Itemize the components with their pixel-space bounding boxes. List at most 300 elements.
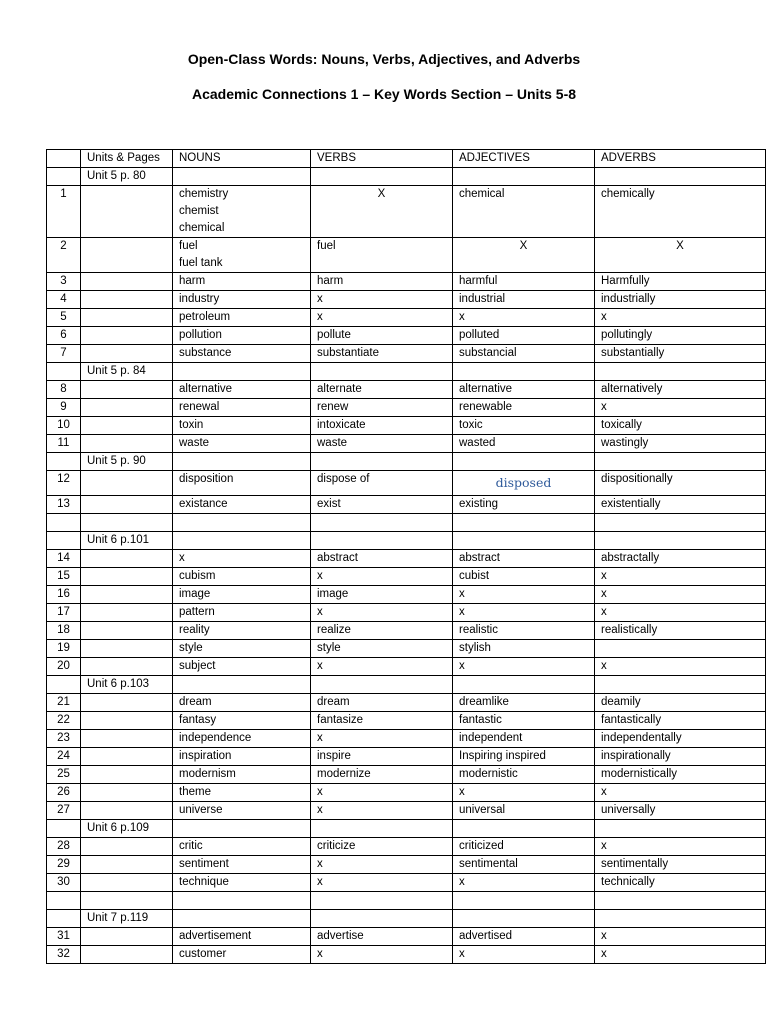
empty-cell xyxy=(81,514,173,532)
noun-text: customer xyxy=(179,948,227,960)
noun-text: disposition xyxy=(179,473,234,485)
empty-cell xyxy=(311,892,453,910)
table-row xyxy=(47,604,766,622)
adjective-cell: industrial xyxy=(453,291,595,309)
adjective-cell: Inspiring inspired xyxy=(453,748,595,766)
verb-cell: x xyxy=(311,309,453,327)
verb-cell: dispose of xyxy=(311,471,453,496)
noun-cell xyxy=(173,928,311,946)
header-cell-num xyxy=(47,150,81,168)
verb-cell: alternate xyxy=(311,381,453,399)
noun-cell xyxy=(173,640,311,658)
unit-label: Unit 6 p.103 xyxy=(81,676,173,694)
adverb-cell: fantastically xyxy=(595,712,766,730)
row-number: 8 xyxy=(47,381,81,399)
empty-cell xyxy=(81,435,173,453)
noun-text: critic xyxy=(179,840,203,852)
adjective-cell: X xyxy=(453,238,595,273)
adjective-cell: sentimental xyxy=(453,856,595,874)
row-number: 17 xyxy=(47,604,81,622)
row-number: 5 xyxy=(47,309,81,327)
table-row xyxy=(47,435,766,453)
empty-cell xyxy=(595,453,766,471)
empty-cell xyxy=(47,453,81,471)
empty-cell xyxy=(81,712,173,730)
empty-cell xyxy=(311,910,453,928)
spacer-row xyxy=(47,892,766,910)
noun-text: dream xyxy=(179,696,212,708)
empty-cell xyxy=(81,874,173,892)
verb-cell: x xyxy=(311,874,453,892)
empty-cell xyxy=(173,453,311,471)
noun-text: industry xyxy=(179,293,220,305)
table-row xyxy=(47,856,766,874)
adjective-cell: chemical xyxy=(453,186,595,238)
table-row xyxy=(47,496,766,514)
adverb-cell: x xyxy=(595,604,766,622)
empty-cell xyxy=(173,532,311,550)
adverb-cell: alternatively xyxy=(595,381,766,399)
adjective-cell: substancial xyxy=(453,345,595,363)
row-number: 6 xyxy=(47,327,81,345)
empty-cell xyxy=(47,168,81,186)
noun-text: modernism xyxy=(179,768,236,780)
row-number: 24 xyxy=(47,748,81,766)
empty-cell xyxy=(453,676,595,694)
empty-cell xyxy=(453,363,595,381)
table-row xyxy=(47,766,766,784)
verb-cell: x xyxy=(311,291,453,309)
noun-cell xyxy=(173,345,311,363)
adverb-cell: x xyxy=(595,658,766,676)
handwritten-adjective: disposed xyxy=(495,475,552,490)
adjective-cell: x xyxy=(453,586,595,604)
noun-cell xyxy=(173,784,311,802)
noun-text: fuel xyxy=(179,240,198,252)
empty-cell xyxy=(81,568,173,586)
row-number: 7 xyxy=(47,345,81,363)
empty-cell xyxy=(453,820,595,838)
noun-cell xyxy=(173,604,311,622)
noun-text: renewal xyxy=(179,401,220,413)
row-number: 28 xyxy=(47,838,81,856)
table-body xyxy=(47,150,766,964)
header-cell-adjectives: ADJECTIVES xyxy=(453,150,595,168)
noun-cell xyxy=(173,658,311,676)
table-row xyxy=(47,640,766,658)
adjective-cell: cubist xyxy=(453,568,595,586)
verb-cell: x xyxy=(311,730,453,748)
verb-cell: x xyxy=(311,784,453,802)
noun-text: substance xyxy=(179,347,232,359)
empty-cell xyxy=(81,730,173,748)
empty-cell xyxy=(595,820,766,838)
noun-cell xyxy=(173,309,311,327)
verb-cell: substantiate xyxy=(311,345,453,363)
noun-cell xyxy=(173,694,311,712)
verb-cell: x xyxy=(311,568,453,586)
empty-cell xyxy=(81,586,173,604)
empty-cell xyxy=(311,820,453,838)
adverb-cell xyxy=(595,640,766,658)
table-row xyxy=(47,694,766,712)
adjective-cell: fantastic xyxy=(453,712,595,730)
empty-cell xyxy=(47,820,81,838)
noun-text: pollution xyxy=(179,329,222,341)
empty-cell xyxy=(173,514,311,532)
adjective-cell: dreamlike xyxy=(453,694,595,712)
table-row xyxy=(47,928,766,946)
table-row xyxy=(47,417,766,435)
adjective-cell: existing xyxy=(453,496,595,514)
verb-cell: fuel xyxy=(311,238,453,273)
unit-row xyxy=(47,676,766,694)
noun-text: chemist xyxy=(179,205,219,217)
verb-cell: criticize xyxy=(311,838,453,856)
table-row xyxy=(47,327,766,345)
empty-cell xyxy=(81,496,173,514)
empty-cell xyxy=(311,676,453,694)
header-cell-nouns: NOUNS xyxy=(173,150,311,168)
table-row xyxy=(47,658,766,676)
table-row xyxy=(47,622,766,640)
noun-cell xyxy=(173,766,311,784)
row-number: 9 xyxy=(47,399,81,417)
unit-label: Unit 6 p.101 xyxy=(81,532,173,550)
table-row xyxy=(47,712,766,730)
noun-text: toxin xyxy=(179,419,204,431)
verb-cell: image xyxy=(311,586,453,604)
adverb-cell: x xyxy=(595,928,766,946)
unit-row xyxy=(47,820,766,838)
adjective-cell: wasted xyxy=(453,435,595,453)
unit-label: Unit 5 p. 90 xyxy=(81,453,173,471)
empty-cell xyxy=(81,658,173,676)
unit-row xyxy=(47,363,766,381)
adverb-cell: abstractally xyxy=(595,550,766,568)
row-number: 4 xyxy=(47,291,81,309)
noun-cell xyxy=(173,802,311,820)
adverb-cell: inspirationally xyxy=(595,748,766,766)
noun-cell xyxy=(173,730,311,748)
table-row xyxy=(47,273,766,291)
empty-cell xyxy=(81,694,173,712)
empty-cell xyxy=(81,928,173,946)
row-number: 14 xyxy=(47,550,81,568)
noun-cell xyxy=(173,946,311,964)
adjective-cell: universal xyxy=(453,802,595,820)
verb-cell: exist xyxy=(311,496,453,514)
noun-text: subject xyxy=(179,660,216,672)
row-number: 20 xyxy=(47,658,81,676)
noun-text: technique xyxy=(179,876,229,888)
table-row xyxy=(47,874,766,892)
verb-cell: inspire xyxy=(311,748,453,766)
table-row xyxy=(47,586,766,604)
empty-cell xyxy=(81,604,173,622)
empty-cell xyxy=(311,453,453,471)
table-row xyxy=(47,748,766,766)
adverb-cell: existentially xyxy=(595,496,766,514)
noun-text: fantasy xyxy=(179,714,217,726)
empty-cell xyxy=(47,910,81,928)
row-number: 1 xyxy=(47,186,81,238)
table-row xyxy=(47,568,766,586)
row-number: 29 xyxy=(47,856,81,874)
noun-text: sentiment xyxy=(179,858,229,870)
row-number: 3 xyxy=(47,273,81,291)
adverb-cell: toxically xyxy=(595,417,766,435)
table-row xyxy=(47,730,766,748)
empty-cell xyxy=(47,892,81,910)
empty-cell xyxy=(47,363,81,381)
empty-cell xyxy=(81,784,173,802)
empty-cell xyxy=(81,273,173,291)
adjective-cell: modernistic xyxy=(453,766,595,784)
verb-cell: modernize xyxy=(311,766,453,784)
empty-cell xyxy=(81,766,173,784)
noun-cell xyxy=(173,712,311,730)
adjective-cell: abstract xyxy=(453,550,595,568)
noun-cell xyxy=(173,291,311,309)
verb-cell: x xyxy=(311,604,453,622)
adverb-cell: technically xyxy=(595,874,766,892)
adverb-cell: Harmfully xyxy=(595,273,766,291)
adjective-cell: stylish xyxy=(453,640,595,658)
noun-text: pattern xyxy=(179,606,215,618)
unit-label: Unit 6 p.109 xyxy=(81,820,173,838)
adverb-cell: x xyxy=(595,946,766,964)
empty-cell xyxy=(595,363,766,381)
adverb-cell: industrially xyxy=(595,291,766,309)
document-subtitle: Academic Connections 1 – Key Words Section – Units 5-8 xyxy=(191,86,577,102)
header-row xyxy=(47,150,766,168)
adjective-cell: x xyxy=(453,309,595,327)
noun-text: universe xyxy=(179,804,223,816)
empty-cell xyxy=(453,892,595,910)
empty-cell xyxy=(81,327,173,345)
adjective-cell: x xyxy=(453,946,595,964)
empty-cell xyxy=(47,532,81,550)
noun-cell xyxy=(173,856,311,874)
empty-cell xyxy=(81,946,173,964)
noun-text: image xyxy=(179,588,211,600)
table-row xyxy=(47,381,766,399)
adjective-cell: x xyxy=(453,658,595,676)
empty-cell xyxy=(173,363,311,381)
adverb-cell: wastingly xyxy=(595,435,766,453)
verb-cell: intoxicate xyxy=(311,417,453,435)
noun-text: reality xyxy=(179,624,210,636)
empty-cell xyxy=(81,417,173,435)
adjective-cell: advertised xyxy=(453,928,595,946)
empty-cell xyxy=(173,676,311,694)
adjective-cell: x xyxy=(453,784,595,802)
verb-cell: realize xyxy=(311,622,453,640)
row-number: 13 xyxy=(47,496,81,514)
adverb-cell: deamily xyxy=(595,694,766,712)
verb-cell: waste xyxy=(311,435,453,453)
empty-cell xyxy=(47,676,81,694)
verb-cell: fantasize xyxy=(311,712,453,730)
table-row xyxy=(47,291,766,309)
adverb-cell: x xyxy=(595,586,766,604)
empty-cell xyxy=(595,168,766,186)
adverb-cell: X xyxy=(595,238,766,273)
header-cell-verbs: VERBS xyxy=(311,150,453,168)
document-title: Open-Class Words: Nouns, Verbs, Adjectives, and Adverbs xyxy=(187,51,581,67)
noun-text: cubism xyxy=(179,570,216,582)
noun-cell xyxy=(173,273,311,291)
empty-cell xyxy=(595,532,766,550)
verb-cell: pollute xyxy=(311,327,453,345)
unit-row xyxy=(47,168,766,186)
empty-cell xyxy=(81,238,173,273)
adjective-cell: harmful xyxy=(453,273,595,291)
verb-cell: renew xyxy=(311,399,453,417)
adverb-cell: substantially xyxy=(595,345,766,363)
empty-cell xyxy=(81,345,173,363)
noun-text: inspiration xyxy=(179,750,232,762)
adverb-cell: chemically xyxy=(595,186,766,238)
empty-cell xyxy=(81,892,173,910)
noun-cell xyxy=(173,838,311,856)
empty-cell xyxy=(47,514,81,532)
empty-cell xyxy=(81,291,173,309)
empty-cell xyxy=(173,892,311,910)
table-row xyxy=(47,186,766,238)
noun-cell xyxy=(173,399,311,417)
empty-cell xyxy=(453,514,595,532)
row-number: 15 xyxy=(47,568,81,586)
adjective-cell: toxic xyxy=(453,417,595,435)
noun-text: chemistry xyxy=(179,188,229,200)
row-number: 19 xyxy=(47,640,81,658)
empty-cell xyxy=(595,676,766,694)
header-cell-adverbs: ADVERBS xyxy=(595,150,766,168)
verb-cell: x xyxy=(311,658,453,676)
adjective-cell: x xyxy=(453,604,595,622)
empty-cell xyxy=(81,471,173,496)
adverb-cell: pollutingly xyxy=(595,327,766,345)
empty-cell xyxy=(81,381,173,399)
verb-cell: advertise xyxy=(311,928,453,946)
row-number: 23 xyxy=(47,730,81,748)
word-forms-table xyxy=(46,149,766,964)
empty-cell xyxy=(595,910,766,928)
empty-cell xyxy=(311,363,453,381)
row-number: 27 xyxy=(47,802,81,820)
noun-text: alternative xyxy=(179,383,233,395)
empty-cell xyxy=(81,309,173,327)
verb-cell: x xyxy=(311,856,453,874)
adverb-cell: universally xyxy=(595,802,766,820)
header-cell-units: Units & Pages xyxy=(81,150,173,168)
row-number: 2 xyxy=(47,238,81,273)
empty-cell xyxy=(81,186,173,238)
row-number: 31 xyxy=(47,928,81,946)
noun-cell xyxy=(173,435,311,453)
unit-label: Unit 5 p. 84 xyxy=(81,363,173,381)
empty-cell xyxy=(81,399,173,417)
table-row xyxy=(47,946,766,964)
table-row xyxy=(47,345,766,363)
noun-text: waste xyxy=(179,437,210,449)
adverb-cell: x xyxy=(595,568,766,586)
empty-cell xyxy=(453,168,595,186)
empty-cell xyxy=(595,514,766,532)
empty-cell xyxy=(81,838,173,856)
noun-cell xyxy=(173,496,311,514)
noun-text: independence xyxy=(179,732,252,744)
empty-cell xyxy=(453,453,595,471)
noun-cell xyxy=(173,186,311,238)
empty-cell xyxy=(311,514,453,532)
row-number: 12 xyxy=(47,471,81,496)
verb-cell: harm xyxy=(311,273,453,291)
noun-cell xyxy=(173,417,311,435)
adverb-cell: realistically xyxy=(595,622,766,640)
row-number: 21 xyxy=(47,694,81,712)
noun-text: petroleum xyxy=(179,311,231,323)
empty-cell xyxy=(81,640,173,658)
unit-row xyxy=(47,532,766,550)
empty-cell xyxy=(453,910,595,928)
noun-cell xyxy=(173,568,311,586)
table-row xyxy=(47,399,766,417)
empty-cell xyxy=(81,856,173,874)
verb-cell: dream xyxy=(311,694,453,712)
adjective-cell: independent xyxy=(453,730,595,748)
adjective-cell: criticized xyxy=(453,838,595,856)
noun-text: fuel tank xyxy=(179,257,223,269)
empty-cell xyxy=(595,892,766,910)
row-number: 26 xyxy=(47,784,81,802)
row-number: 16 xyxy=(47,586,81,604)
adverb-cell: modernistically xyxy=(595,766,766,784)
adverb-cell: x xyxy=(595,838,766,856)
noun-cell xyxy=(173,748,311,766)
unit-label: Unit 5 p. 80 xyxy=(81,168,173,186)
verb-cell: style xyxy=(311,640,453,658)
noun-text: theme xyxy=(179,786,211,798)
row-number: 10 xyxy=(47,417,81,435)
noun-text: style xyxy=(179,642,203,654)
table-row xyxy=(47,471,766,496)
noun-cell xyxy=(173,586,311,604)
row-number: 25 xyxy=(47,766,81,784)
adverb-cell: independentally xyxy=(595,730,766,748)
empty-cell xyxy=(81,802,173,820)
table-row xyxy=(47,238,766,273)
row-number: 18 xyxy=(47,622,81,640)
verb-cell: X xyxy=(311,186,453,238)
row-number: 32 xyxy=(47,946,81,964)
noun-cell xyxy=(173,381,311,399)
noun-text: advertisement xyxy=(179,930,252,942)
verb-cell: x xyxy=(311,946,453,964)
empty-cell xyxy=(311,532,453,550)
noun-text: existance xyxy=(179,498,228,510)
adjective-cell xyxy=(453,471,595,496)
unit-row xyxy=(47,910,766,928)
adjective-cell: polluted xyxy=(453,327,595,345)
empty-cell xyxy=(81,622,173,640)
verb-cell: x xyxy=(311,802,453,820)
noun-cell xyxy=(173,550,311,568)
adverb-cell: dispositionally xyxy=(595,471,766,496)
empty-cell xyxy=(453,532,595,550)
